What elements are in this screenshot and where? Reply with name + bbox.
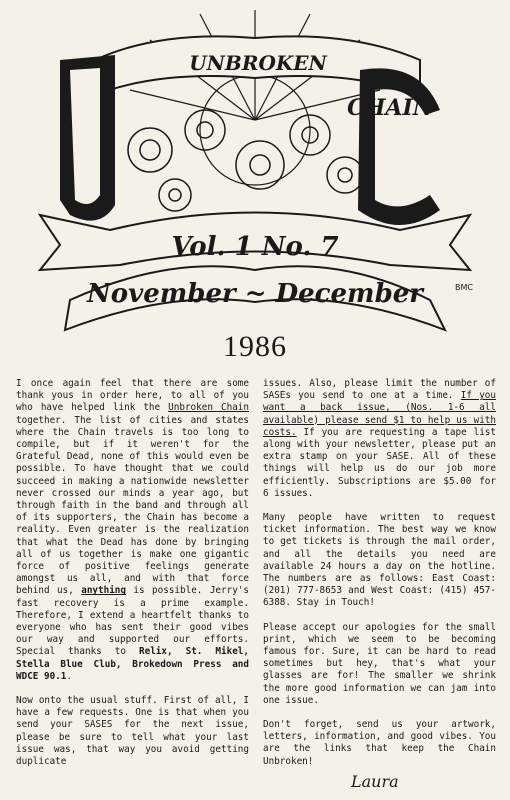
back-issue-offer: If you want a back issue, (Nos. 1-6 all available) please send $1 to help us with costs. bbox=[263, 390, 496, 438]
special-thanks-names: Relix, St. Mikel, Stella Blue Club, Brokedown Press and WDCE 90.1 bbox=[16, 646, 250, 682]
article-body bbox=[16, 378, 496, 793]
closing-paragraph: Don't forget, send us your artwork, letters, information, and good vibes. You are the links that keep the Chain Unbroken! bbox=[263, 719, 496, 767]
anything-emphasis: anything bbox=[81, 585, 126, 597]
letter-c-pillar bbox=[358, 68, 440, 225]
volume-number: Vol. 1 No. 7 bbox=[171, 232, 339, 262]
ticket-info-paragraph: Many people have written to request ticket information. The best way we know to get tickets is through the mail order, and all the details you need are available 24 hours a day on the hotline. The numbers are as follows: East Coast: (201) 777-8653 and West Coast: (415) 457-6388. Stay in Touch! bbox=[263, 512, 496, 609]
artist-mark: BMC bbox=[455, 283, 473, 292]
column-right bbox=[263, 378, 496, 793]
issue-months: November ~ December bbox=[87, 279, 423, 309]
column-left bbox=[16, 378, 249, 793]
sun-rays-icon bbox=[130, 10, 380, 185]
unbroken-chain-underlined: Unbroken Chain bbox=[168, 402, 249, 414]
issue-year: 1986 bbox=[223, 330, 287, 363]
requests-paragraph: Now onto the usual stuff. First of all, I have a few requests. One is that when you send your SASES for the next issue, please be sure to tell what your last issue was, that way you avoid getting duplicate bbox=[16, 695, 249, 768]
masthead-artwork bbox=[0, 0, 510, 370]
title-word-chain: CHAIN bbox=[347, 95, 433, 121]
title-word-unbroken: UNBROKEN bbox=[189, 51, 327, 75]
back-issue-paragraph: issues. Also, please limit the number of SASEs you send to one at a time. If you want a back issue, (Nos. 1-6 all available) please send $1 to help us with costs. If you are requesting a tape list along with your newsletter, please put an extra stamp on your SASE. All of these things will help us do our job more efficiently. Subscriptions are $5.00 for 6 issues. bbox=[263, 378, 496, 499]
masthead-svg bbox=[0, 0, 510, 370]
rose-flowers-icon bbox=[128, 110, 363, 211]
signature: Laura bbox=[351, 771, 399, 791]
thank-you-paragraph: I once again feel that there are some thank yous in order here, to all of you who have helped link the Unbroken Chain together. The list of cities and states where the Chain travels is too long to compile, but if it weren't for the Grateful Dead, none of this would even be possible. To have thought that we could succeed in making a nationwide newsletter never crossed our minds a year ago, but through faith in the band and through all of its supporters, the Chain has become a reality. Even greater is the realization that what the Dead has done by bringing all of us together is make one gigantic force of positive feelings generate amongst us all, and with that force behind us, anything is possible. Jerry's fast recovery is a prime example. Therefore, I extend a heartfelt thanks to everyone who has sent their good vibes our way and supported our efforts. Special thanks to Relix, St. Mikel, Stella Blue Club, Brokedown Press and WDCE 90.1. bbox=[16, 378, 250, 682]
apology-paragraph: Please accept our apologies for the small print, which we seem to be becoming famous for. Sure, it can be hard to read sometimes but hey, that's what your glasses are for! The smaller we shrink the more good information we can jam into one issue. bbox=[263, 621, 496, 706]
